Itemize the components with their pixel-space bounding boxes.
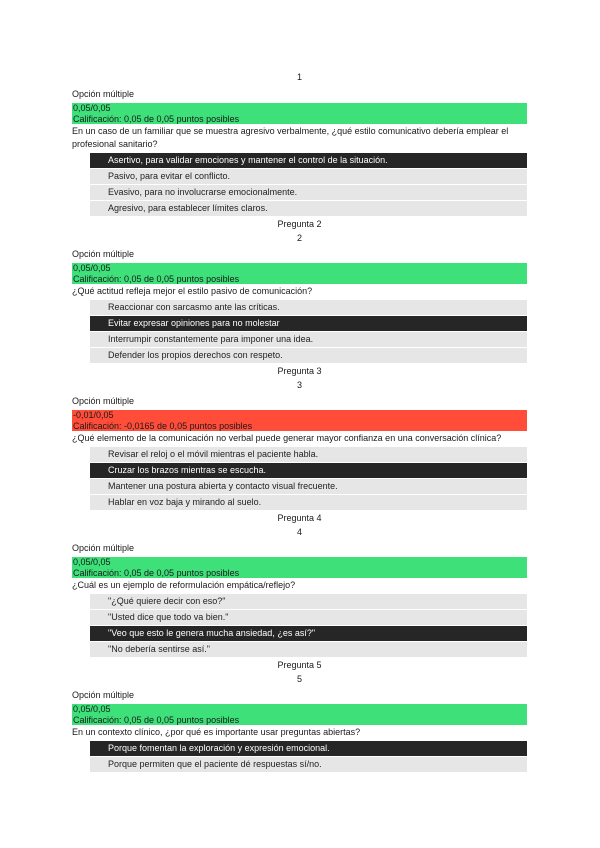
answer-option[interactable]: Defender los propios derechos con respeto.: [90, 348, 527, 363]
answer-options: [90, 594, 527, 657]
quiz-results: [72, 70, 527, 773]
answer-options: [90, 741, 527, 772]
answer-option[interactable]: Interrumpir constantemente para imponer una idea.: [90, 332, 527, 347]
question-number: 1: [296, 72, 302, 82]
question-number: 2: [296, 233, 302, 243]
answer-option-selected[interactable]: "Veo que esto le genera mucha ansiedad, ¿es así?": [90, 626, 527, 641]
question-number: 3: [296, 380, 302, 390]
score-value: 0,05/0,05: [73, 103, 111, 113]
answer-option[interactable]: Porque permiten que el paciente dé respuestas sí/no.: [90, 757, 527, 772]
answer-option[interactable]: Pasivo, para evitar el conflicto.: [90, 169, 527, 184]
score-banner: [72, 410, 527, 431]
answer-option[interactable]: "Usted dice que todo va bien.": [90, 610, 527, 625]
answer-option-selected[interactable]: Cruzar los brazos mientras se escucha.: [90, 463, 527, 478]
answer-option[interactable]: Evasivo, para no involucrarse emocionalmente.: [90, 185, 527, 200]
question-heading: Pregunta 4: [277, 513, 322, 523]
answer-option[interactable]: Agresivo, para establecer límites claros.: [90, 201, 527, 216]
score-value: 0,05/0,05: [73, 704, 111, 714]
score-value: 0,05/0,05: [73, 557, 111, 567]
answer-option-selected[interactable]: Evitar expresar opiniones para no molestar: [90, 316, 527, 331]
answer-option-selected[interactable]: Porque fomentan la exploración y expresión emocional.: [90, 741, 527, 756]
question-number: 4: [296, 527, 302, 537]
grade-text: Calificación: 0,05 de 0,05 puntos posibles: [73, 114, 240, 124]
score-banner: [72, 103, 527, 124]
grade-text: Calificación: -0,0165 de 0,05 puntos posibles: [73, 421, 253, 431]
question-text: ¿Qué elemento de la comunicación no verbal puede generar mayor confianza en una conversación clínica?: [72, 433, 502, 443]
question-block: [72, 70, 527, 216]
answer-option[interactable]: Revisar el reloj o el móvil mientras el paciente habla.: [90, 447, 527, 462]
answer-option[interactable]: Hablar en voz baja y mirando al suelo.: [90, 495, 527, 510]
question-heading: Pregunta 3: [277, 366, 322, 376]
score-banner: [72, 704, 527, 725]
score-banner: [72, 557, 527, 578]
question-text: En un contexto clínico, ¿por qué es importante usar preguntas abiertas?: [72, 727, 361, 737]
question-text: ¿Qué actitud refleja mejor el estilo pasivo de comunicación?: [72, 286, 313, 296]
question-block: [72, 217, 527, 363]
answer-option[interactable]: Reaccionar con sarcasmo ante las críticas.: [90, 300, 527, 315]
answer-option[interactable]: "No debería sentirse así.": [90, 642, 527, 657]
question-number: 5: [296, 674, 302, 684]
question-text: En un caso de un familiar que se muestra agresivo verbalmente, ¿qué estilo comunicativo debería emplear el profesional sanitario?: [72, 126, 509, 149]
answer-option[interactable]: "¿Qué quiere decir con eso?": [90, 594, 527, 609]
answer-option-selected[interactable]: Asertivo, para validar emociones y mantener el control de la situación.: [90, 153, 527, 168]
question-type: Opción múltiple: [72, 249, 135, 259]
question-heading: Pregunta 2: [277, 219, 322, 229]
grade-text: Calificación: 0,05 de 0,05 puntos posibles: [73, 568, 240, 578]
question-block: [72, 511, 527, 657]
score-value: 0,05/0,05: [73, 263, 111, 273]
question-text: ¿Cuál es un ejemplo de reformulación empática/reflejo?: [72, 580, 296, 590]
question-type: Opción múltiple: [72, 89, 135, 99]
question-type: Opción múltiple: [72, 396, 135, 406]
grade-text: Calificación: 0,05 de 0,05 puntos posibles: [73, 274, 240, 284]
question-block: [72, 364, 527, 510]
answer-options: [90, 300, 527, 363]
question-type: Opción múltiple: [72, 690, 135, 700]
answer-options: [90, 447, 527, 510]
score-value: -0,01/0,05: [73, 410, 114, 420]
question-block: [72, 658, 527, 772]
answer-option[interactable]: Mantener una postura abierta y contacto visual frecuente.: [90, 479, 527, 494]
answer-options: [90, 153, 527, 216]
question-heading: Pregunta 5: [277, 660, 322, 670]
question-type: Opción múltiple: [72, 543, 135, 553]
grade-text: Calificación: 0,05 de 0,05 puntos posibles: [73, 715, 240, 725]
score-banner: [72, 263, 527, 284]
